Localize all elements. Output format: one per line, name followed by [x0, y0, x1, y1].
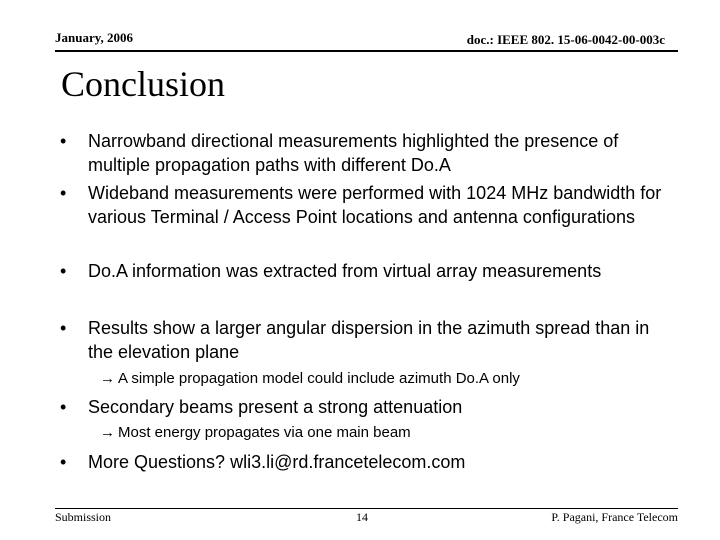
bullet-item	[60, 259, 670, 283]
sub-point-text: A simple propagation model could include azimuth Do.A only	[118, 370, 520, 387]
bullet-text: Narrowband directional measurements highlighted the presence of multiple propagation paths with different Do.A	[88, 131, 619, 175]
bullet-dot: •	[60, 131, 67, 151]
header-doc-id: doc.: IEEE 802. 15-06-0042-00-003c	[466, 32, 665, 47]
arrow-icon: →	[100, 424, 115, 441]
bullet-item	[60, 181, 670, 229]
bullet-text: Wideband measurements were performed with 1024 MHz bandwidth for various Terminal / Access Point locations and antenna configurations	[88, 183, 662, 227]
bullet-text: Do.A information was extracted from virtual array measurements	[88, 261, 602, 281]
bullet-text: Results show a larger angular dispersion in the azimuth spread than in the elevation plane	[88, 318, 650, 362]
slide-title: Conclusion	[61, 64, 226, 104]
bullet-dot: •	[60, 183, 67, 203]
bullet-item	[60, 316, 670, 364]
footer-submission: Submission	[55, 510, 112, 524]
header-divider	[55, 50, 678, 52]
footer-divider	[55, 508, 678, 509]
bullet-dot: •	[60, 318, 67, 338]
sub-point	[100, 423, 411, 443]
footer-page-number: 14	[356, 510, 368, 524]
header-date: January, 2006	[55, 30, 134, 45]
footer-author: P. Pagani, France Telecom	[551, 510, 678, 524]
bullet-item	[60, 395, 670, 419]
bullet-item	[60, 129, 670, 177]
bullet-item	[60, 450, 670, 474]
sub-point-text: Most energy propagates via one main beam	[118, 424, 411, 441]
sub-point	[100, 369, 520, 389]
bullet-dot: •	[60, 452, 67, 472]
bullet-text: More Questions? wli3.li@rd.francetelecom.com	[88, 452, 466, 472]
bullet-dot: •	[60, 261, 67, 281]
arrow-icon: →	[100, 370, 115, 387]
bullet-text: Secondary beams present a strong attenuation	[88, 397, 463, 417]
bullet-dot: •	[60, 397, 67, 417]
